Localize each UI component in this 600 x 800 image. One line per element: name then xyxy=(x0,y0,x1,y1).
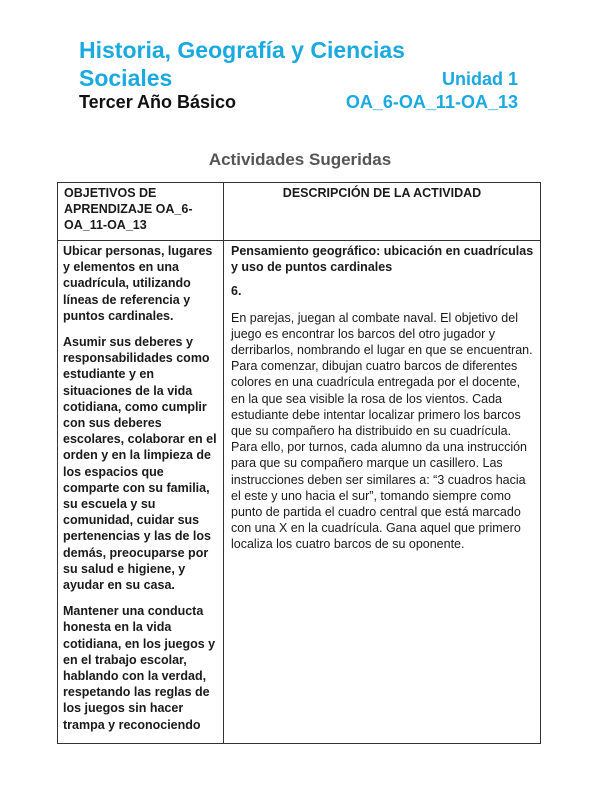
table-header-row xyxy=(58,183,541,241)
objectives-cell xyxy=(58,241,224,744)
activity-title: Pensamiento geográfico: ubicación en cuadrículas y uso de puntos cardinales xyxy=(231,244,534,275)
unit-label: Unidad 1 xyxy=(441,69,518,89)
objective-item: Asumir sus deberes y responsabilidades como estudiante y en situaciones de la vida cotidiana, como cumplir con sus deberes escolares, colaborar en el orden y en la limpieza de los espacios que comparte con su familia, su escuela y su comunidad, cuidar sus pertenencias y las de los demás, preocuparse por su salud e higiene, y ayudar en su casa. xyxy=(63,335,217,593)
table-row xyxy=(58,241,541,744)
oa-code-label: OA_6-OA_11-OA_13 xyxy=(345,92,518,112)
subject-title-line-2: Sociales xyxy=(79,65,173,91)
objectives-header: OBJETIVOS DE APRENDIZAJE OA_6-OA_11-OA_13 xyxy=(58,183,224,241)
activity-number: 6. xyxy=(231,284,242,299)
activity-cell xyxy=(224,241,541,744)
objective-item: Mantener una conducta honesta en la vida cotidiana, en los juegos y en el trabajo escolar, hablando con la verdad, respetando las reglas de los juegos sin hacer trampa y reconociendo xyxy=(63,604,216,732)
description-header: DESCRIPCIÓN DE LA ACTIVIDAD xyxy=(224,183,541,241)
activity-description: En parejas, juegan al combate naval. El objetivo del juego es encontrar los barcos del otro jugador y derribarlos, nombrando el lugar en que se encuentran. Para comenzar, dibujan cuatro barcos de diferentes colores en una cuadrícula entregada por el docente, en la que sea visible la rosa de los vientos. Cada estudiante debe intentar localizar primero los barcos que su compañero ha distribuido en su cuadrícula. Para ello, por turnos, cada alumno da una instrucción para que su compañero marque un casillero. Las instrucciones deben ser similares a: “3 cuadros hacia el este y uno hacia el sur”, tomando siempre como punto de partida el cuadro central que está marcado con una X en la cuadrícula. Gana aquel que primero localiza los cuatro barcos de su oponente. xyxy=(231,310,533,552)
grade-label: Tercer Año Básico xyxy=(79,92,237,112)
section-title: Actividades Sugeridas xyxy=(208,150,392,169)
subject-title-line-1: Historia, Geografía y Ciencias xyxy=(79,37,405,63)
objective-item: Ubicar personas, lugares y elementos en una cuadrícula, utilizando líneas de referencia y puntos cardinales. xyxy=(63,244,213,323)
activities-table xyxy=(57,182,541,744)
